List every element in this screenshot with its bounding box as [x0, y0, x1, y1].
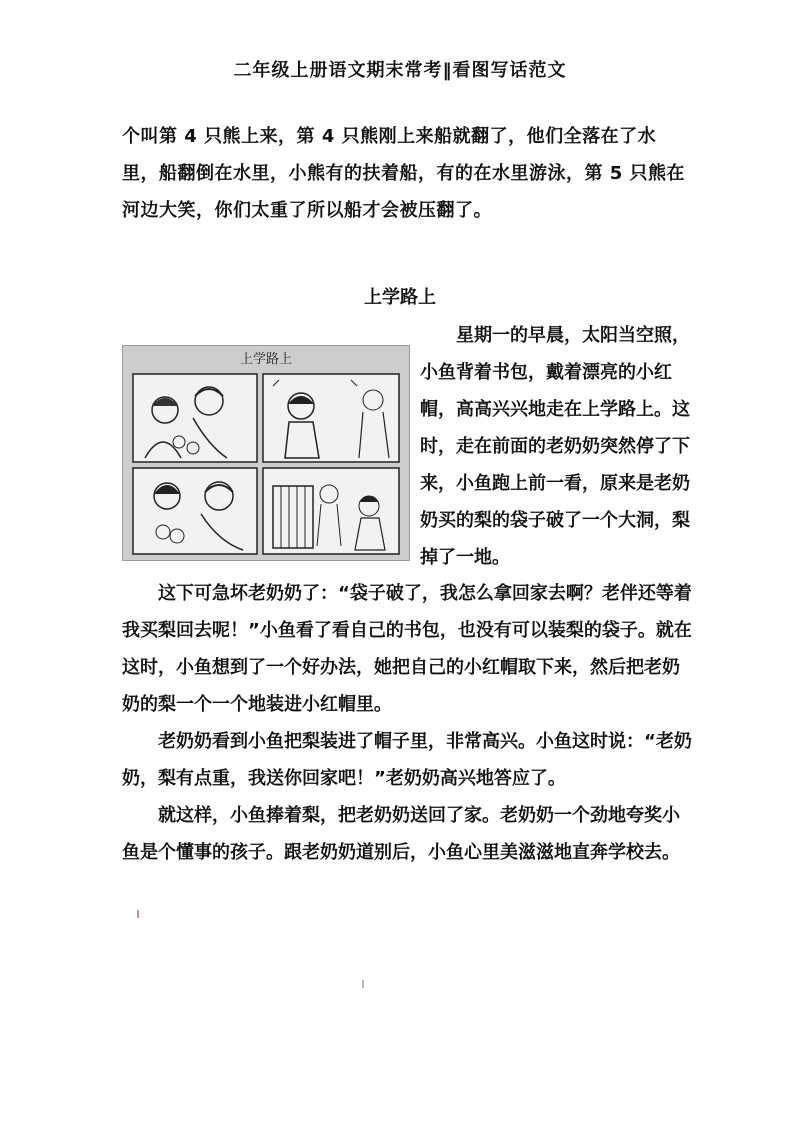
story-paragraph: 这下可急坏老奶奶了：“袋子破了，我怎么拿回家去啊？老伴还等着我买梨回去呢！”小鱼看了看自己的书包，也没有可以装梨的袋子。就在这时，小鱼想到了一个好办法，她把自己的小红帽取下来，然后把老奶奶的梨一个一个地装进小红帽里。 — [122, 583, 692, 715]
story-body — [122, 575, 694, 871]
scan-speck — [137, 910, 139, 918]
intro-paragraph: 个叫第 4 只熊上来，第 4 只熊刚上来船就翻了，他们全落在了水里，船翻倒在水里，小熊有的扶着船，有的在水里游泳，第 5 只熊在河边大笑，你们太重了所以船才会被压翻了。 — [122, 126, 686, 221]
side-paragraph: 星期一的早晨，太阳当空照，小鱼背着书包，戴着漂亮的小红帽，高高兴兴地走在上学路上。这时，走在前面的老奶奶突然停了下来，小鱼跑上前一看，原来是老奶奶买的梨的袋子破了一个大洞，梨掉了一地。 — [420, 325, 690, 568]
story-paragraph: 老奶奶看到小鱼把梨装进了帽子里，非常高兴。小鱼这时说：“老奶奶，梨有点重，我送你回家吧！”老奶奶高兴地答应了。 — [122, 731, 692, 789]
story-paragraph: 就这样，小鱼捧着梨，把老奶奶送回了家。老奶奶一个劲地夸奖小鱼是个懂事的孩子。跟老奶奶道别后，小鱼心里美滋滋地直奔学校去。 — [122, 805, 680, 863]
scan-speck — [362, 980, 364, 988]
document-title: 二年级上册语文期末常考‖看图写话范文 — [233, 60, 567, 81]
comic-illustration — [122, 345, 410, 561]
comic-panels-drawing — [123, 346, 409, 560]
figure-caption: 上学路上 — [239, 352, 293, 367]
side-text-block — [420, 317, 692, 576]
section-title: 上学路上 — [364, 287, 436, 308]
